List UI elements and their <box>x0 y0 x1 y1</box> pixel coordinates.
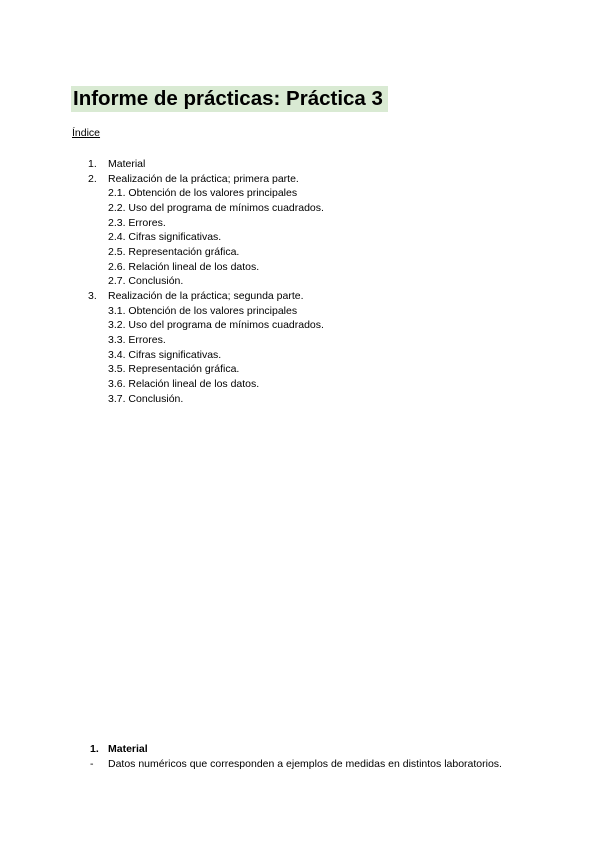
bullet-dash: - <box>90 758 94 770</box>
toc-subitem: 2.6. Relación lineal de los datos. <box>108 260 260 273</box>
material-description: Datos numéricos que corresponden a ejemplos de medidas en distintos laboratorios. <box>108 758 502 770</box>
toc-subitem: 3.1. Obtención de los valores principales <box>108 304 298 317</box>
toc-subitem: 3.4. Cifras significativas. <box>108 348 222 361</box>
toc-item <box>88 157 324 172</box>
toc-number: 3. <box>88 289 97 302</box>
toc-label: Realización de la práctica; segunda parte. <box>108 289 304 302</box>
toc-label: Realización de la práctica; primera parte. <box>108 172 299 185</box>
section-number: 1. <box>90 743 99 755</box>
section-title: Material <box>108 743 148 755</box>
toc-subitem: 3.5. Representación gráfica. <box>108 363 240 376</box>
toc-subitem: 2.7. Conclusión. <box>108 275 184 288</box>
table-of-contents <box>88 157 324 406</box>
material-bullet-item <box>90 758 502 770</box>
toc-number: 1. <box>88 158 97 170</box>
toc-number: 2. <box>88 172 97 185</box>
toc-subitem: 2.5. Representación gráfica. <box>108 245 240 258</box>
toc-subitem: 3.7. Conclusión. <box>108 392 184 405</box>
index-label: Índice <box>72 127 101 139</box>
document-title: Informe de prácticas: Práctica 3 <box>71 86 388 112</box>
toc-subitem: 2.2. Uso del programa de mínimos cuadrados. <box>108 201 324 214</box>
toc-subitem: 2.3. Errores. <box>108 216 166 229</box>
toc-subitem: 3.3. Errores. <box>108 333 166 346</box>
toc-subitem: 3.6. Relación lineal de los datos. <box>108 377 260 390</box>
toc-subitem: 2.1. Obtención de los valores principales <box>108 187 298 200</box>
section-heading-material <box>90 743 148 755</box>
toc-subitem: 2.4. Cifras significativas. <box>108 231 222 244</box>
toc-item <box>88 289 324 304</box>
toc-label: Material <box>108 158 146 170</box>
toc-item <box>88 172 324 187</box>
toc-subitem: 3.2. Uso del programa de mínimos cuadrados. <box>108 319 324 332</box>
